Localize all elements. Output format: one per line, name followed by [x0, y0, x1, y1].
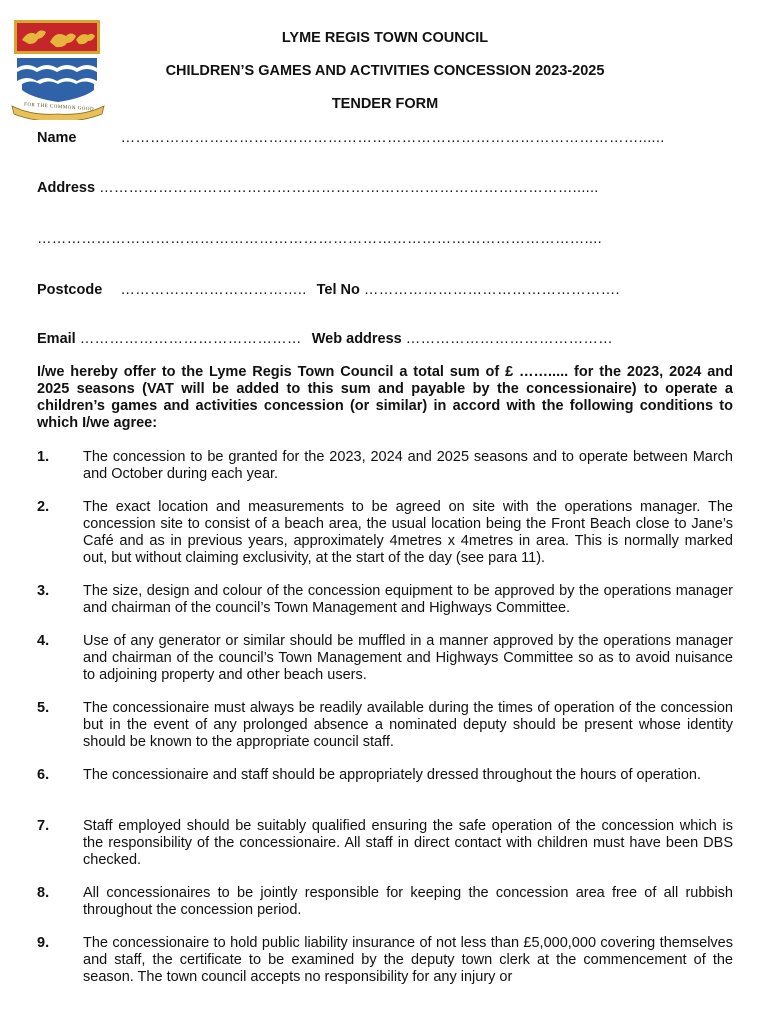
address-line-2-row: [37, 231, 602, 247]
tel-label: Tel No: [316, 282, 360, 298]
condition-number: 6.: [37, 767, 50, 783]
condition-text: All concessionaires to be jointly responsible for keeping the concession area free of all rubbish throughout the concession period.: [83, 885, 733, 918]
name-entry-line[interactable]: ……………………………………………………………………………………………......: [120, 130, 665, 146]
condition-number: 4.: [37, 633, 50, 649]
condition-item: [37, 499, 733, 567]
email-web-row: [37, 331, 613, 347]
address-entry-line[interactable]: ……………………………………………………………………………………......: [99, 180, 599, 196]
condition-number: 5.: [37, 700, 50, 716]
email-entry-line[interactable]: ………………………………………: [79, 331, 302, 347]
condition-item: [37, 885, 733, 919]
email-label: Email: [37, 331, 76, 347]
concession-title-heading: CHILDREN’S GAMES AND ACTIVITIES CONCESSION 2023-2025: [165, 63, 605, 79]
condition-item: [37, 583, 733, 617]
condition-item: [37, 633, 733, 684]
condition-text: Staff employed should be suitably qualified ensuring the safe operation of the concession which is the responsibility of the concessionaire. All staff in direct contact with children must have been DBS checked.: [83, 818, 733, 868]
condition-item: [37, 818, 733, 869]
tender-form-heading: TENDER FORM: [331, 96, 439, 112]
web-address-label: Web address: [311, 331, 402, 347]
name-label: Name: [37, 130, 77, 146]
condition-item: [37, 700, 733, 751]
tel-entry-line[interactable]: …………………………………………….: [363, 282, 620, 298]
offer-statement: I/we hereby offer to the Lyme Regis Town Council a total sum of £ ……..... for the 2023, 2024 and 2025 seasons (VAT will be added to this sum and payable by the concessionaire) to operate a children’s games and activities concession (or similar) in accord with the following conditions to which I/we agree:: [37, 364, 733, 431]
address-label: Address: [37, 180, 96, 196]
web-address-entry-line[interactable]: ……………………………………: [405, 331, 613, 347]
council-name-heading: LYME REGIS TOWN COUNCIL: [281, 30, 489, 46]
postcode-tel-row: [37, 282, 620, 298]
condition-text: The size, design and colour of the concession equipment to be approved by the operations manager and chairman of the council’s Town Management and Highways Committee.: [83, 583, 733, 616]
condition-number: 9.: [37, 935, 50, 951]
condition-text: The exact location and measurements to be agreed on site with the operations manager. The concession site to consist of a beach area, the usual location being the Front Beach close to Jane’s Café and as in previous years, approximately 4metres x 4metres in area. This is normally marked out, but without claiming exclusivity, at the start of the day (see para 11).: [83, 499, 733, 566]
address-entry-line-2[interactable]: …………………………………………………………………………………………………....: [37, 231, 602, 247]
condition-text: The concessionaire and staff should be appropriately dressed throughout the hours of operation.: [83, 767, 701, 783]
condition-number: 2.: [37, 499, 50, 515]
postcode-label: Postcode: [37, 282, 103, 298]
condition-text: The concessionaire must always be readily available during the times of operation of the concession but in the event of any prolonged absence a nominated deputy should be present whose identity should be known to the appropriate council staff.: [83, 700, 733, 750]
condition-text: The concessionaire to hold public liability insurance of not less than £5,000,000 covering themselves and staff, the certificate to be examined by the deputy town clerk at the commencement of the season. The town council accepts no responsibility for any injury or: [83, 935, 733, 985]
condition-item: [37, 767, 733, 784]
condition-number: 8.: [37, 885, 50, 901]
name-field-row: [37, 130, 665, 146]
condition-text: The concession to be granted for the 2023, 2024 and 2025 seasons and to operate between March and October during each year.: [83, 449, 733, 482]
address-field-row: [37, 180, 599, 196]
condition-item: [37, 449, 733, 483]
condition-number: 3.: [37, 583, 50, 599]
condition-number: 7.: [37, 818, 50, 834]
postcode-entry-line[interactable]: ………………………………..: [120, 282, 307, 298]
crest-motto: FOR THE COMMON GOOD: [23, 102, 95, 113]
condition-number: 1.: [37, 449, 50, 465]
condition-text: Use of any generator or similar should be muffled in a manner approved by the operations manager and chairman of the council’s Town Management and Highways Committee so as to avoid nuisance to adjoining property and other beach users.: [83, 633, 733, 683]
condition-item: [37, 935, 733, 986]
